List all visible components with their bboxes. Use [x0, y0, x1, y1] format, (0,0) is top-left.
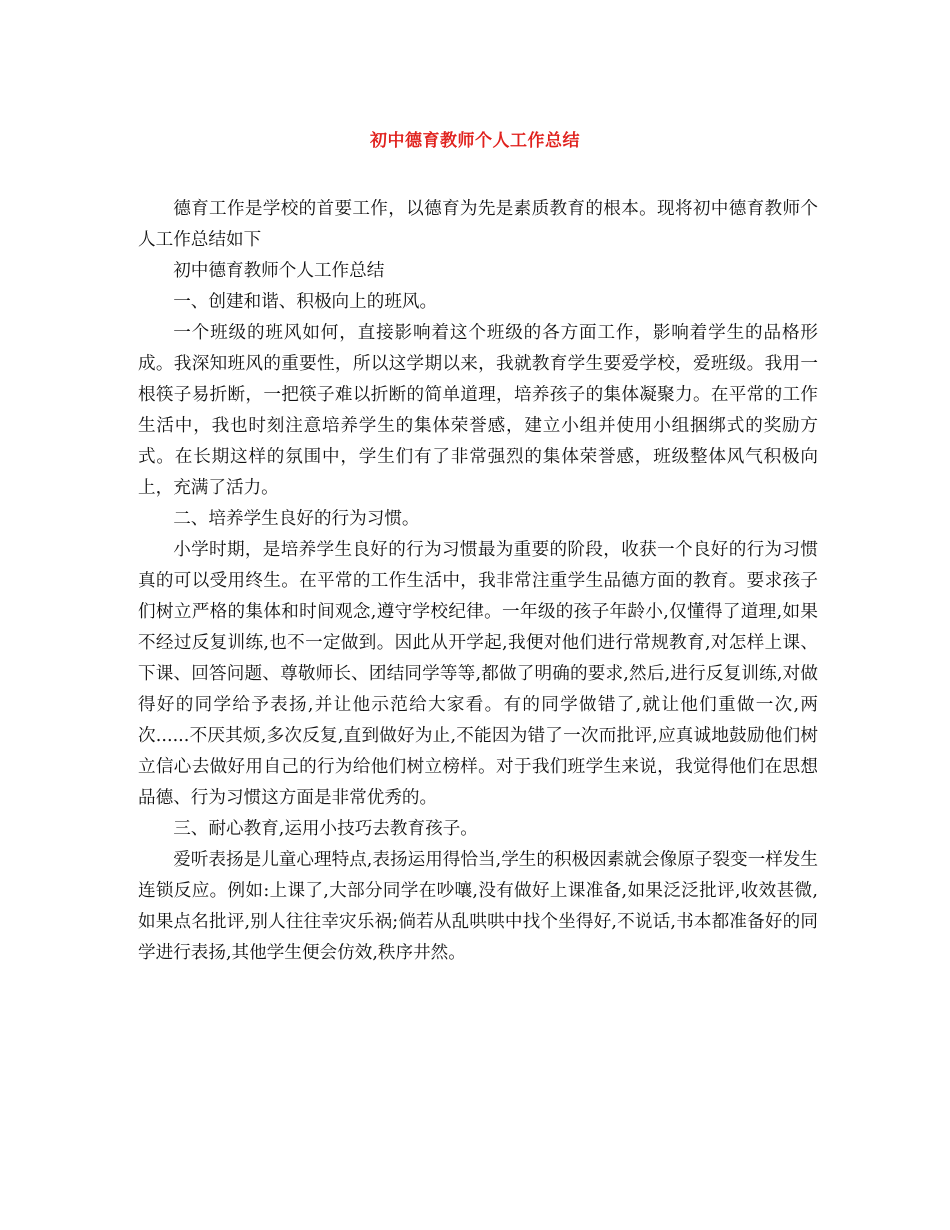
paragraph: 小学时期，是培养学生良好的行为习惯最为重要的阶段，收获一个良好的行为习惯真的可以受用终生。在平常的工作生活中，我非常注重学生品德方面的教育。要求孩子们树立严格的集体和时间观念,遵守学校纪律。一年级的孩子年龄小,仅懂得了道理,如果不经过反复训练,也不一定做到。因此从开学起,我便对他们进行常规教育,对怎样上课、下课、回答问题、尊敬师长、团结同学等等,都做了明确的要求,然后,进行反复训练,对做得好的同学给予表扬,并让他示范给大家看。有的同学做错了,就让他们重做一次,两次......不厌其烦,多次反复,直到做好为止,不能因为错了一次而批评,应真诚地鼓励他们树立信心去做好用自己的行为给他们树立榜样。对于我们班学生来说，我觉得他们在思想品德、行为习惯这方面是非常优秀的。	[138, 540, 818, 808]
paragraph: 德育工作是学校的首要工作，以德育为先是素质教育的根本。现将初中德育教师个人工作总结如下	[138, 199, 818, 250]
document-title: 初中德育教师个人工作总结	[370, 131, 580, 151]
paragraph: 一个班级的班风如何，直接影响着这个班级的各方面工作，影响着学生的品格形成。我深知班风的重要性，所以这学期以来，我就教育学生要爱学校，爱班级。我用一根筷子易折断，一把筷子难以折断的简单道理，培养孩子的集体凝聚力。在平常的工作生活中，我也时刻注意培养学生的集体荣誉感，建立小组并使用小组捆绑式的奖励方式。在长期这样的氛围中，学生们有了非常强烈的集体荣誉感，班级整体风气积极向上，充满了活力。	[138, 323, 818, 498]
document-body	[138, 194, 818, 969]
paragraph: 爱听表扬是儿童心理特点,表扬运用得恰当,学生的积极因素就会像原子裂变一样发生连锁反应。例如:上课了,大部分同学在吵嚷,没有做好上课准备,如果泛泛批评,收效甚微,如果点名批评,别人往往幸灾乐祸;倘若从乱哄哄中找个坐得好,不说话,书本都准备好的同学进行表扬,其他学生便会仿效,秩序井然。	[138, 850, 818, 963]
section-heading: 三、耐心教育,运用小技巧去教育孩子。	[173, 819, 478, 839]
paragraph: 初中德育教师个人工作总结	[173, 261, 385, 281]
section-heading: 二、培养学生良好的行为习惯。	[173, 509, 420, 529]
section-heading: 一、创建和谐、积极向上的班风。	[173, 292, 438, 312]
